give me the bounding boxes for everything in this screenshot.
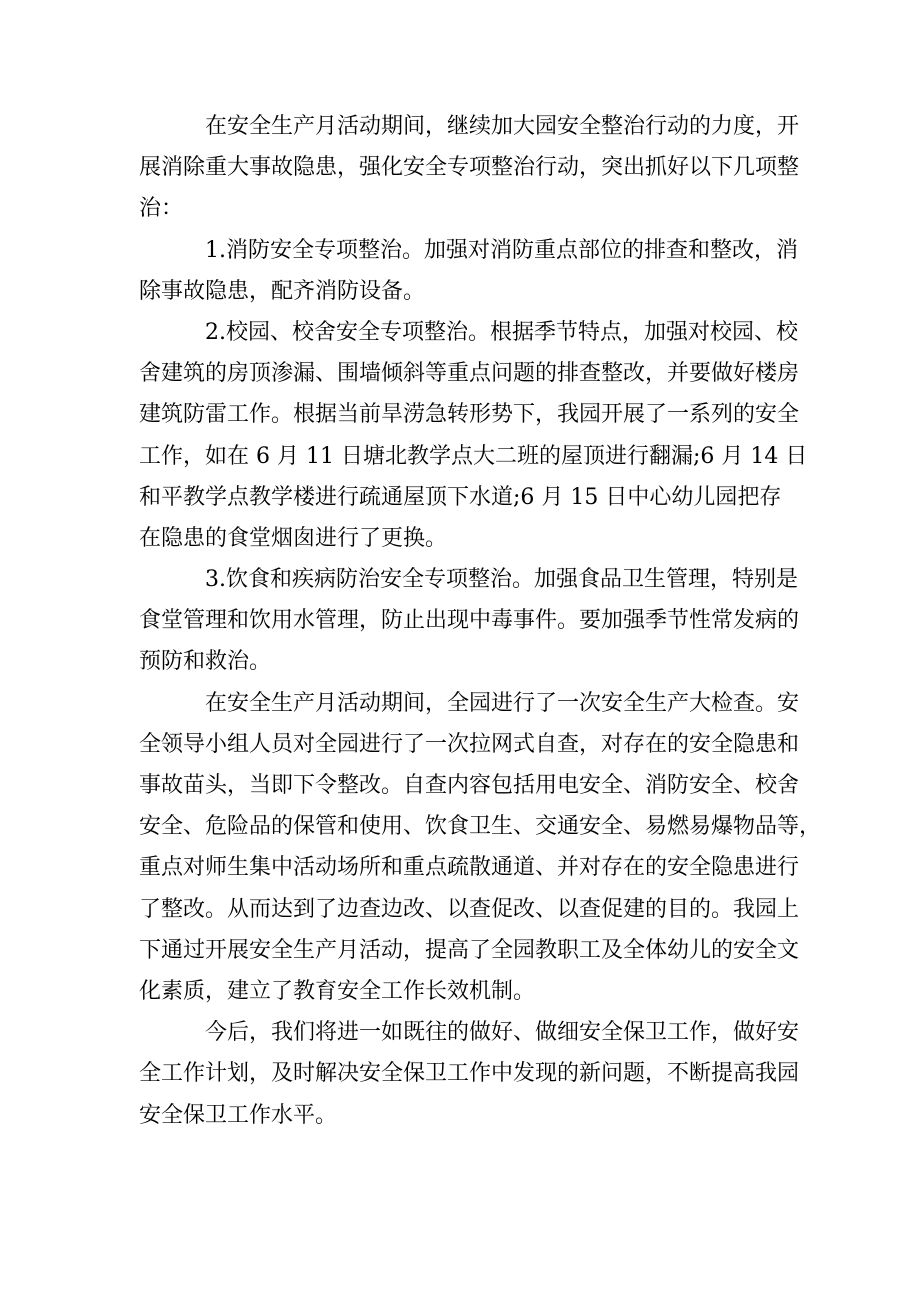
- paragraph-line: 事故苗头，当即下令整改。自查内容包括用电安全、消防安全、校舍: [139, 773, 800, 798]
- paragraph-first-line: 3.饮食和疾病防治安全专项整治。加强食品卫生管理，特别是: [205, 567, 798, 593]
- paragraph-line: 安全保卫工作水平。: [139, 1102, 338, 1128]
- paragraph-first-line: 1.消防安全专项整治。加强对消防重点部位的排查和整改，消: [205, 237, 798, 263]
- document-body: [139, 106, 822, 1136]
- paragraph-line: 全领导小组人员对全园进行了一次拉网式自查，对存在的安全隐患和: [139, 731, 800, 757]
- paragraph-line: 化素质，建立了教育安全工作长效机制。: [139, 978, 536, 1004]
- paragraph-line: 全工作计划，及时解决安全保卫工作中发现的新问题，不断提高我园: [139, 1061, 800, 1087]
- paragraph-line: 了整改。从而达到了边查边改、以查促改、以查促建的目的。我园上: [139, 896, 800, 922]
- paragraph-line: 和平教学点教学楼进行疏通屋顶下水道;6 月 15 日中心幼儿园把存: [139, 484, 782, 510]
- paragraph-line: 展消除重大事故隐患，强化安全专项整治行动，突出抓好以下几项整: [139, 155, 800, 181]
- paragraph-first-line: 在安全生产月活动期间，继续加大园安全整治行动的力度，开: [205, 114, 800, 139]
- paragraph-first-line: 在安全生产月活动期间，全园进行了一次安全生产大检查。安: [205, 690, 800, 716]
- paragraph-line: 重点对师生集中活动场所和重点疏散通道、并对存在的安全隐患进行: [139, 855, 800, 881]
- paragraph-line: 在隐患的食堂烟囱进行了更换。: [139, 525, 448, 551]
- paragraph-line: 食堂管理和饮用水管理，防止出现中毒事件。要加强季节性常发病的: [139, 608, 800, 634]
- paragraph-line: 建筑防雷工作。根据当前旱涝急转形势下，我园开展了一系列的安全: [139, 402, 800, 428]
- paragraph-line: 下通过开展安全生产月活动，提高了全园教职工及全体幼儿的安全文: [139, 937, 800, 963]
- paragraph-line: 工作，如在 6 月 11 日塘北教学点大二班的屋顶进行翻漏;6 月 14 日: [139, 443, 808, 469]
- paragraph-line: 除事故隐患，配齐消防设备。: [139, 278, 426, 304]
- paragraph-line: 安全、危险品的保管和使用、饮食卫生、交通安全、易燃易爆物品等，: [139, 814, 822, 840]
- paragraph-first-line: 2.校园、校舍安全专项整治。根据季节特点，加强对校园、校: [205, 319, 798, 345]
- paragraph-line: 预防和救治。: [139, 649, 272, 675]
- paragraph-line: 舍建筑的房顶渗漏、围墙倾斜等重点问题的排查整改，并要做好楼房: [139, 361, 800, 387]
- paragraph-line: 治：: [139, 196, 184, 222]
- paragraph-first-line: 今后，我们将进一如既往的做好、做细安全保卫工作，做好安: [205, 1020, 800, 1046]
